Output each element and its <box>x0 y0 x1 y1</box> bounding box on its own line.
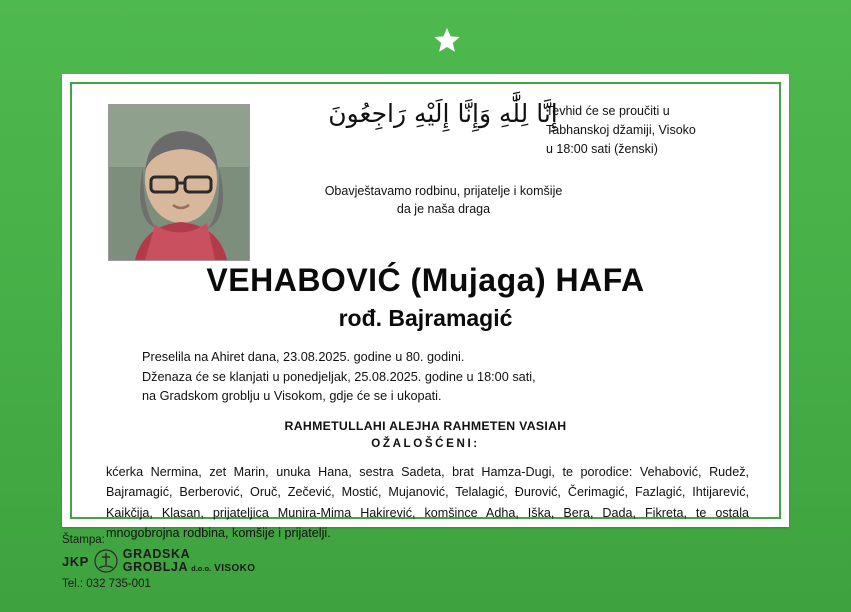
printer-phone: Tel.: 032 735-001 <box>62 578 151 590</box>
mourners-heading: OŽALOŠĆENI: <box>371 437 480 451</box>
deceased-maiden-name: rođ. Bajramagić <box>338 305 513 331</box>
detail-line-1: Preselila na Ahiret dana, 23.08.2025. godine u 80. godini. <box>142 350 465 364</box>
tevhid-line-1: Tevhid će se proučiti u <box>546 104 670 118</box>
logo-words <box>123 548 256 574</box>
detail-line-2: Dženaza će se klanjati u ponedjeljak, 25.08.2025. godine u 18:00 sati, <box>142 369 536 384</box>
logo-jkp-text: JKP <box>62 553 89 569</box>
notice-line-1: Obavještavamo rodbinu, prijatelje i komšije <box>324 184 563 198</box>
logo-visoko-text: VISOKO <box>214 562 256 574</box>
cemetery-logo-icon <box>94 549 118 573</box>
detail-line-3: na Gradskom groblju u Visokom, gdje će se i ukopati. <box>142 389 442 404</box>
tevhid-note <box>546 102 761 158</box>
logo-gradska-text: GRADSKA <box>122 547 191 562</box>
logo-doo-text: d.o.o. <box>191 563 212 573</box>
crescent-star-icon <box>381 8 471 66</box>
mourners-list: kćerka Nermina, zet Marin, unuka Hana, sestra Sadeta, brat Hamza-Dugi, te porodice: Vehabović, Rudež, Bajramagić, Berberović, Oruč, Zečević, Mostić, Mujanović, Telalagić, Đurović, Čerimagić, Fazlagić, Ihtijarević, Kaikčija, Klasan, prijateljica Munira-Mima Hakirević, komšince Adha, Iška, Bera, Dada, Fikreta, te ostala mnogobrojna rodbina, komšije i prijatelji. <box>106 465 749 541</box>
notice-line-2: da je naša draga <box>396 202 491 217</box>
funeral-details <box>142 348 775 407</box>
printer-footer <box>62 534 362 590</box>
rahmetullahi-text: RAHMETULLAHI ALEJHA RAHMETEN VASIAH <box>284 419 567 434</box>
logo-groblja-text: GROBLJA <box>122 559 189 574</box>
logo-groblja-row <box>123 561 256 574</box>
card-top-row <box>76 86 775 248</box>
printer-logo <box>62 548 362 574</box>
notice-text <box>281 182 606 218</box>
tevhid-line-2: Tabhanskoj džamiji, Visoko <box>546 122 696 137</box>
crescent-star-emblem <box>0 8 851 68</box>
deceased-name: VEHABOVIĆ (Mujaga) HAFA <box>206 262 645 298</box>
tombstone-icon <box>94 549 118 573</box>
card-content <box>76 86 775 541</box>
arabic-calligraphy: إِنَّا لِلَّٰهِ وَإِنَّا إِلَيْهِ رَاجِعُونَ <box>328 99 558 128</box>
printer-label: Štampa: <box>62 534 105 546</box>
tevhid-line-3: u 18:00 sati (ženski) <box>546 141 658 156</box>
portrait-photo <box>108 104 250 261</box>
portrait-photo-image <box>109 105 249 260</box>
